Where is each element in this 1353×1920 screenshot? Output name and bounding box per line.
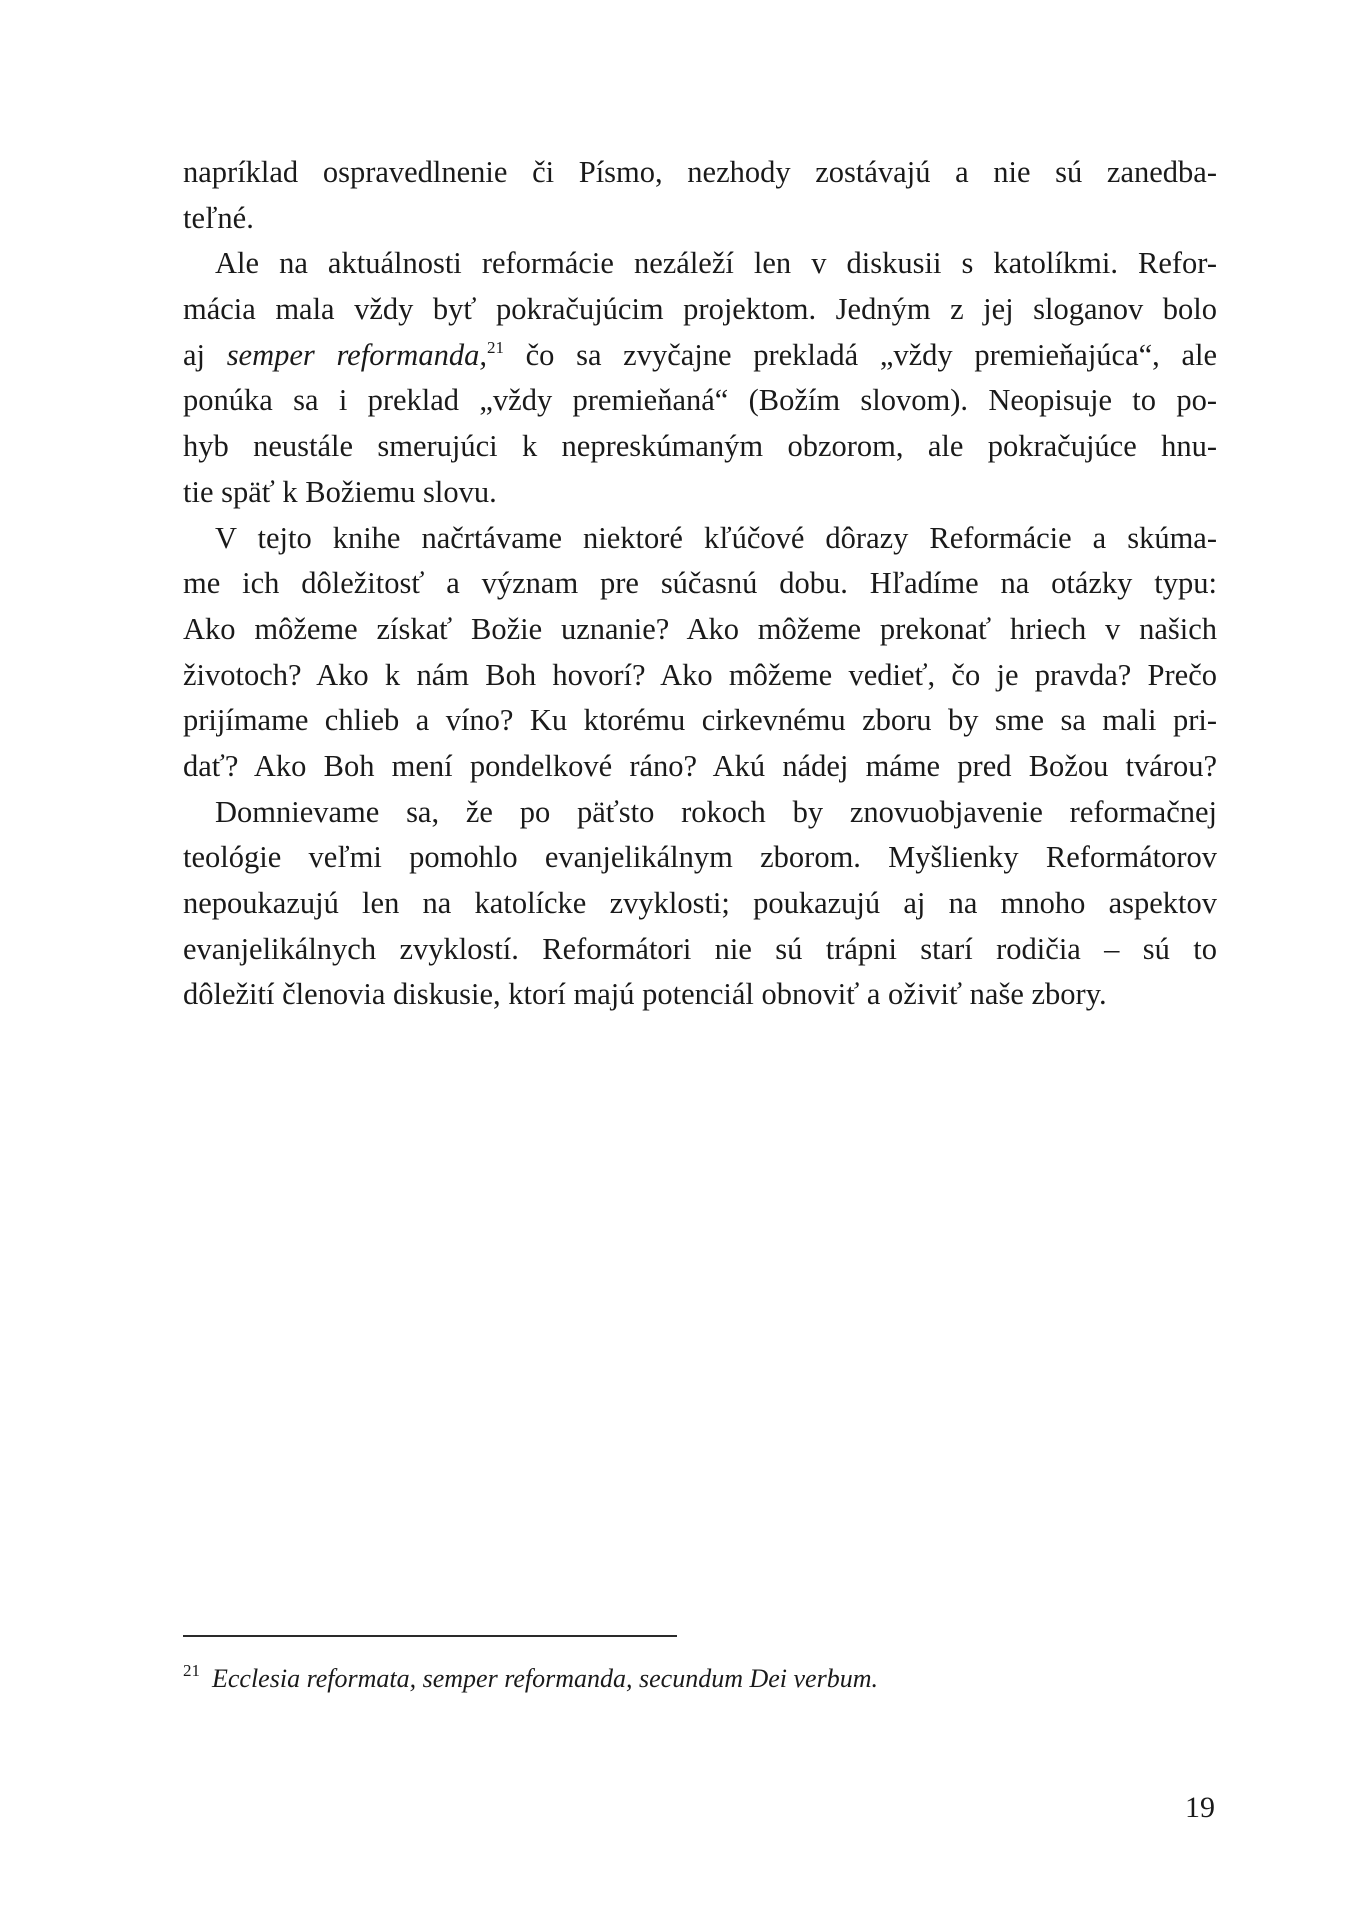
- text-line: prijímame chlieb a víno? Ku ktorému cirkevnému zboru by sme sa mali pri-: [183, 703, 1217, 738]
- text-line: ponúka sa i preklad „vždy premieňaná“ (Božím slovom). Neopisuje to po-: [183, 383, 1217, 418]
- text-line: dôležití členovia diskusie, ktorí majú potenciál obnoviť a oživiť naše zbory.: [183, 977, 1107, 1012]
- text-segment: aj: [183, 337, 227, 372]
- text-line: teľné.: [183, 200, 254, 235]
- text-line: mácia mala vždy byť pokračujúcim projektom. Jedným z jej sloganov bolo: [183, 292, 1217, 327]
- text-line: Ale na aktuálnosti reformácie nezáleží len v diskusii s katolíkmi. Refor-: [215, 246, 1217, 281]
- text-line: životoch? Ako k nám Boh hovorí? Ako môžeme vedieť, čo je pravda? Prečo: [183, 657, 1217, 692]
- footnote-divider: [183, 1635, 677, 1637]
- text-line: tie späť k Božiemu slovu.: [183, 474, 497, 509]
- text-line: hyb neustále smerujúci k nepreskúmaným obzorom, ale pokračujúce hnu-: [183, 429, 1217, 464]
- text-line: napríklad ospravedlnenie či Písmo, nezhody zostávajú a nie sú zanedba-: [183, 155, 1217, 189]
- body-text: [183, 150, 1217, 1018]
- text-line: Domnievame sa, že po päťsto rokoch by znovuobjavenie reformačnej: [215, 794, 1217, 829]
- footnote-reference[interactable]: 21: [486, 337, 504, 357]
- footnote-text: Ecclesia reformata, semper reformanda, secundum Dei verbum.: [212, 1664, 878, 1693]
- italic-phrase: semper reformanda,: [226, 337, 487, 372]
- footnote-number: 21: [183, 1661, 200, 1680]
- text-line: teológie veľmi pomohlo evanjelikálnym zborom. Myšlienky Reformátorov: [183, 840, 1217, 875]
- text-line: me ich dôležitosť a význam pre súčasnú dobu. Hľadíme na otázky typu:: [183, 566, 1217, 601]
- text-line: nepoukazujú len na katolícke zvyklosti; poukazujú aj na mnoho aspektov: [183, 886, 1217, 920]
- text-segment: čo sa zvyčajne prekladá „vždy premieňajúca“, ale: [503, 337, 1217, 372]
- text-line: V tejto knihe načrtávame niektoré kľúčové dôrazy Reformácie a skúma-: [215, 520, 1217, 555]
- text-line: evanjelikálnych zvyklostí. Reformátori nie sú trápni starí rodičia – sú to: [183, 931, 1217, 966]
- text-line-with-footnote-ref: [183, 333, 1217, 379]
- page-number: 19: [1185, 1791, 1215, 1824]
- footnote: [183, 1661, 878, 1694]
- text-line: dať? Ako Boh mení pondelkové ráno? Akú nádej máme pred Božou tvárou?: [183, 748, 1217, 783]
- text-line: Ako môžeme získať Božie uznanie? Ako môžeme prekonať hriech v našich: [183, 611, 1217, 646]
